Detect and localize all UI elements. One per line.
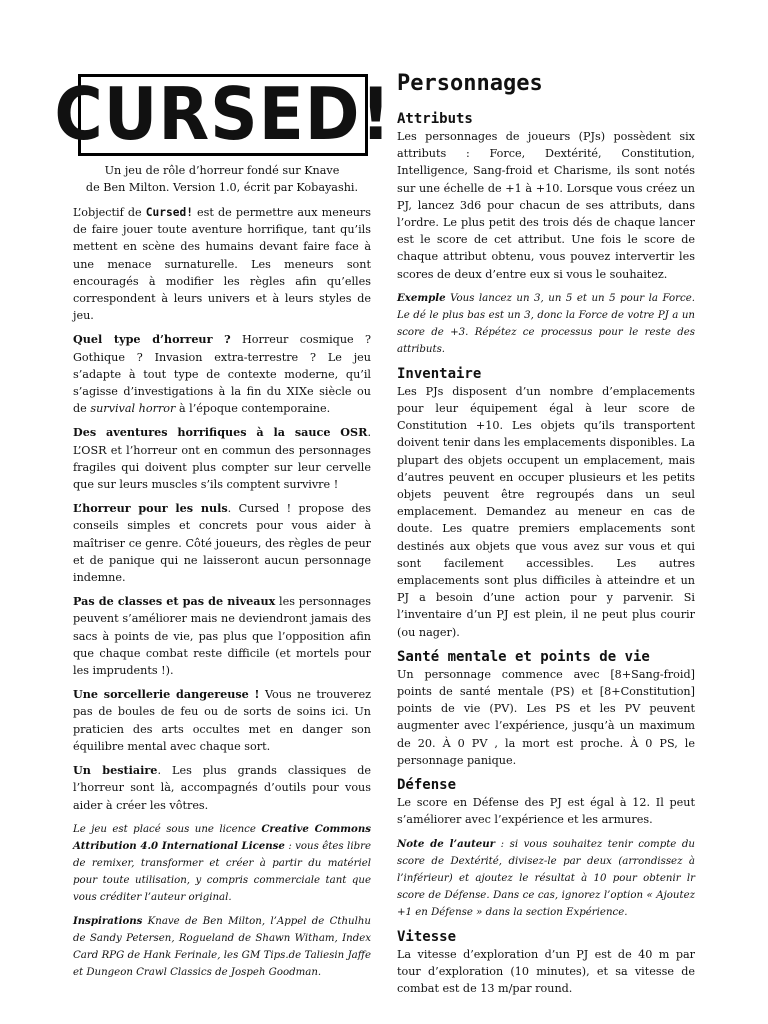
note-text: : si vous souhaitez tenir compte du score de Dextérité, divisez-le par deux (arrondissez à l’inférieur) et ajoutez le résultat à 10 pour obtenir lr score de Défense. Dans ce cas, ignorez l’option « Ajoutez +1 en Défense » dans la section Expérience.	[397, 838, 695, 918]
page-title: Personnages	[397, 71, 543, 96]
license-paragraph	[73, 821, 371, 906]
attributs-example	[397, 290, 695, 358]
attributs-text: Les personnages de joueurs (PJs) possèdent six attributs : Force, Dextérité, Constitution, Intelligence, Sang-froid et Charisme, ils sont notés sur une échelle de +1 à +10. Lorsque vous créez un PJ, lancez 3d6 pour chacun de ses attributs, dans l’ordre. Le plus petit des trois dés de chaque lancer est le score de cet attribut. Une fois le score de chaque attribut obtenu, vous pouvez intervertir les scores de deux d’entre eux si vous le souhaitez.	[397, 130, 695, 281]
subtitle	[73, 162, 371, 196]
author-note	[397, 836, 695, 921]
intro-title: Cursed!	[145, 206, 193, 219]
section-italic: survival horror	[90, 402, 176, 416]
section-heading: Quel type d’horreur ?	[73, 332, 231, 347]
inspirations-heading: Inspirations	[73, 914, 143, 927]
section-text: . Cursed ! propose des conseils simples et concrets pour vous aider à maîtriser ce genre. Côté joueurs, des règles de peur et de panique qui ne laisseront aucun personnage indemne.	[73, 502, 371, 585]
section-horror-type	[73, 331, 371, 417]
section-text: . Les plus grands classiques de l’horreur sont là, accompagnés d’outils pour vous aider à créer les vôtres.	[73, 764, 372, 812]
section-text: . L’OSR et l’horreur ont en commun des personnages fragiles qui doivent plus compter sur leur cervelle que sur leurs muscles s’ils comptent survivre !	[73, 426, 371, 492]
inspirations-text: Knave de Ben Milton, l’Appel de Cthulhu de Sandy Petersen, Rogueland de Shawn Witham, Index Card RPG de Hank Ferinale, les GM Tips.de Taliesin Jaffe et Dungeon Crawl Classics de Jospeh Goodman.	[73, 915, 371, 978]
heading-sante: Santé mentale et points de vie	[397, 648, 650, 665]
section-horror-for-dummies	[73, 500, 371, 586]
section-heading: Des aventures horrifiques à la sauce OSR	[73, 425, 368, 440]
section-sorcery	[73, 686, 371, 755]
example-text: Vous lancez un 3, un 5 et un 5 pour la Force. Le dé le plus bas est un 3, donc la Force de votre PJ a un score de +3. Répétez ce processus pour le reste des attributs.	[397, 292, 695, 355]
subtitle-line-2: de Ben Milton. Version 1.0, écrit par Kobayashi.	[85, 181, 359, 194]
section-heading: Une sorcellerie dangereuse !	[73, 687, 260, 702]
section-no-classes	[73, 593, 371, 679]
license-pre: Le jeu est placé sous une licence	[73, 823, 262, 835]
sante-text: Un personnage commence avec [8+Sang-froid] points de santé mentale (PS) et [8+Constitution] points de vie (PV). Les PS et les PV peuvent augmenter avec l’expérience, jusqu’à un maximum de 20. À 0 PV , la mort est proche. À 0 PS, le personnage panique.	[397, 667, 695, 767]
section-text: les personnages peuvent s’améliorer mais ne deviendront jamais des sacs à points de vie, pas plus que l’opposition afin que chaque combat reste difficile (et mortels pour les imprudents !).	[73, 595, 371, 678]
section-heading: Pas de classes et pas de niveaux	[73, 594, 276, 609]
heading-inventaire: Inventaire	[397, 365, 482, 382]
defense-text: Le score en Défense des PJ est égal à 12. Il peut s’améliorer avec l’expérience et les armures.	[397, 796, 695, 827]
inspirations-paragraph	[73, 913, 371, 981]
license-post: : vous êtes libre de remixer, transformer et créer à partir du matériel pour toute utilisation, y compris commerciale tant que vous créditer l’auteur original.	[73, 840, 371, 903]
section-heading: L’horreur pour les nuls	[73, 501, 228, 516]
section-bestiary	[73, 762, 371, 814]
section-text: Vous ne trouverez pas de boules de feu ou de sorts de soins ici. Un praticien des arts occultes met en danger son équilibre mental avec chaque sort.	[73, 688, 371, 753]
logo-text: CURSED!	[54, 72, 392, 157]
section-text: à l’époque contemporaine.	[175, 402, 331, 416]
intro-paragraph	[73, 204, 371, 324]
inventaire-text: Les PJs disposent d’un nombre d’emplacements pour leur équipement égal à leur score de Constitution +10. Les objets qu’ils transportent doivent tenir dans les emplacements disponibles. La plupart des objets occupent un emplacement, mais d’autres peuvent en occuper plusieurs et les petits objets peuvent être regroupés dans un seul emplacement. Demandez au meneur en cas de doute. Les quatre premiers emplacements sont destinés aux objets que vous avez sur vous et qui sont facilement accessibles. Les autres emplacements sont plus difficiles à atteindre et un PJ a besoin d’une action pour y parvenir. Si l’inventaire d’un PJ est plein, il ne peut plus courir (ou nager).	[397, 384, 695, 639]
heading-attributs: Attributs	[397, 111, 473, 127]
cursed-logo	[54, 72, 392, 157]
intro-post: est de permettre aux meneurs de faire jouer toute aventure horrifique, tant qu’ils mettent en scène des humains devant faire face à une menace surnaturelle. Les meneurs sont encouragés à modifier les règles afin qu’elles correspondent à leurs univers et à leurs styles de jeu.	[73, 206, 371, 323]
note-label: Note de l’auteur	[397, 837, 496, 850]
section-heading: Un bestiaire	[73, 763, 158, 778]
section-osr	[73, 424, 371, 493]
heading-defense: Défense	[397, 777, 457, 794]
section-text: Horreur cosmique ? Gothique ? Invasion extra-terrestre ? Le jeu s’adapte à tout type de contexte moderne, qu’il s’agisse d’investigations à la fin du XIXe siècle ou de	[73, 333, 371, 416]
vitesse-text: La vitesse d’exploration d’un PJ est de 40 m par tour d’exploration (10 minutes), et sa vitesse de combat est de 13 m/par round.	[397, 947, 695, 995]
left-column-body	[73, 204, 371, 988]
right-column	[397, 70, 695, 1004]
example-label: Exemple	[397, 291, 446, 304]
subtitle-line-1: Un jeu de rôle d’horreur fondé sur Knave	[104, 164, 340, 177]
intro-pre: L’objectif de	[73, 206, 146, 219]
license-name: Creative Commons Attribution 4.0 International License	[73, 822, 371, 852]
heading-vitesse: Vitesse	[397, 928, 457, 945]
